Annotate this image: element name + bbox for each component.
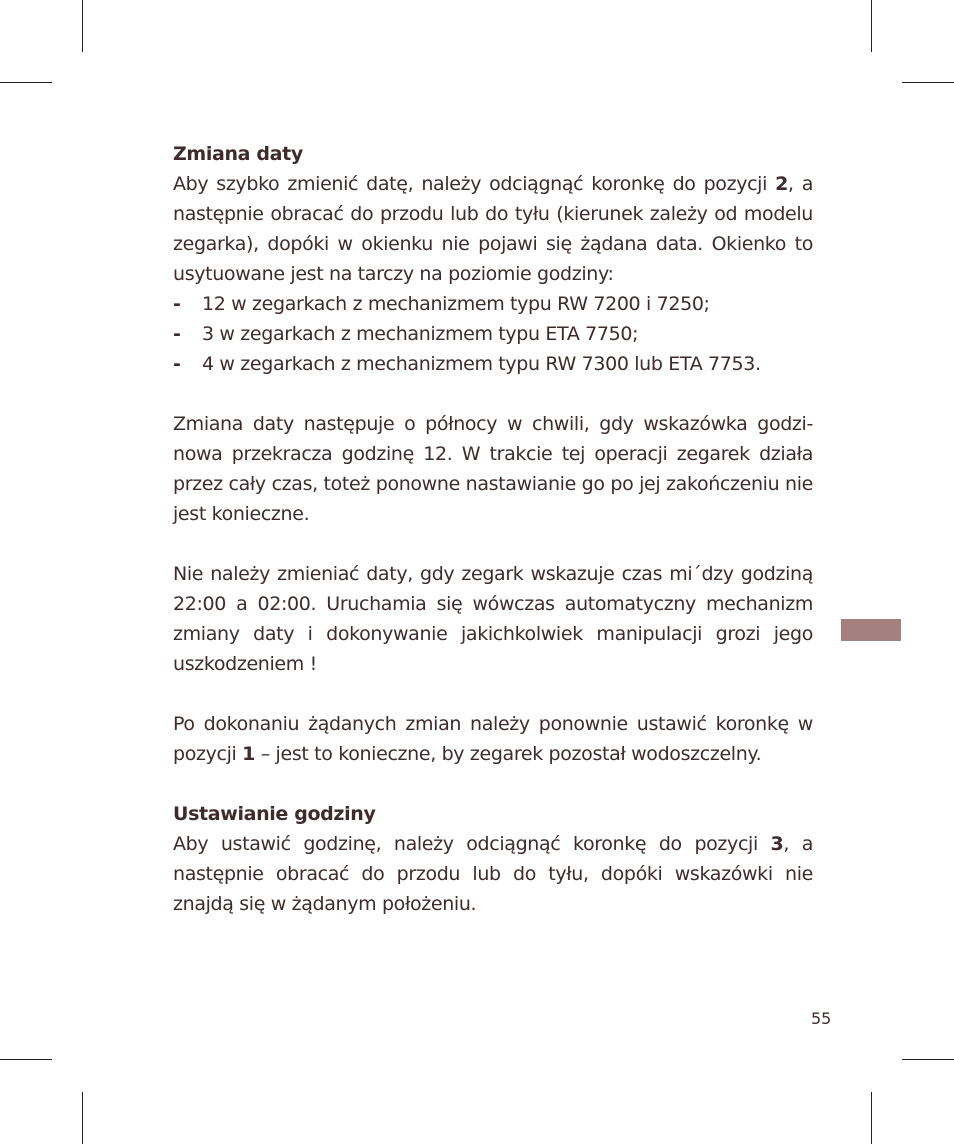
paragraph-time-intro: Aby ustawić godzinę, należy odciągnąć koronkę do pozycji 3, a następnie obracać do przodu lub do tyłu, dopóki wskazówki nie znajdą się w żądanym położeniu. [173,833,813,915]
crop-mark [0,1059,52,1060]
crop-mark [871,1092,872,1144]
crop-mark [82,1092,83,1144]
page-number: 55 [811,1009,832,1028]
crop-mark [82,0,83,52]
page-content [173,139,813,919]
list-item: - 4 w zegarkach z mechanizmem typu RW 7300 lub ETA 7753. [173,353,761,375]
crop-mark [0,82,52,83]
crop-mark [871,0,872,52]
hour-position-list [173,289,813,379]
section-heading-time: Ustawianie godziny [173,803,376,825]
paragraph-date-intro: Aby szybko zmienić datę, należy odciągnąć koronkę do pozycji 2, a następnie obracać do przodu lub do tyłu (kierunek zależy od modelu zegarka), dopóki w okienku nie pojawi się żądana data. Okienko to usytuowane jest na tarczy na poziomie godziny: [173,173,813,285]
section-heading-date: Zmiana daty [173,143,303,165]
crop-mark [902,82,954,83]
paragraph-midnight: Zmiana daty następuje o północy w chwili, gdy wskazówka godzi-nowa przekracza godzinę 12. W trakcie tej operacji zegarek działa przez cały czas, toteż ponowne nastawianie go po jej zakończeniu nie jest konieczne. [173,413,813,525]
list-item: - 12 w zegarkach z mechanizmem typu RW 7200 i 7250; [173,293,710,315]
paragraph-crown-reset: Po dokonaniu żądanych zmian należy ponownie ustawić koronkę w pozycji 1 – jest to konieczne, by zegarek pozostał wodoszczelny. [173,713,813,765]
paragraph-warning: Nie należy zmieniać daty, gdy zegark wskazuje czas mi´dzy godziną 22:00 a 02:00. Uruchamia się wówczas automatyczny mechanizm zmiany daty i dokonywanie jakichkolwiek manipulacji grozi jego uszkodzeniem ! [173,563,813,675]
section-tab-marker [841,619,901,641]
crop-mark [902,1059,954,1060]
list-item: - 3 w zegarkach z mechanizmem typu ETA 7750; [173,323,639,345]
